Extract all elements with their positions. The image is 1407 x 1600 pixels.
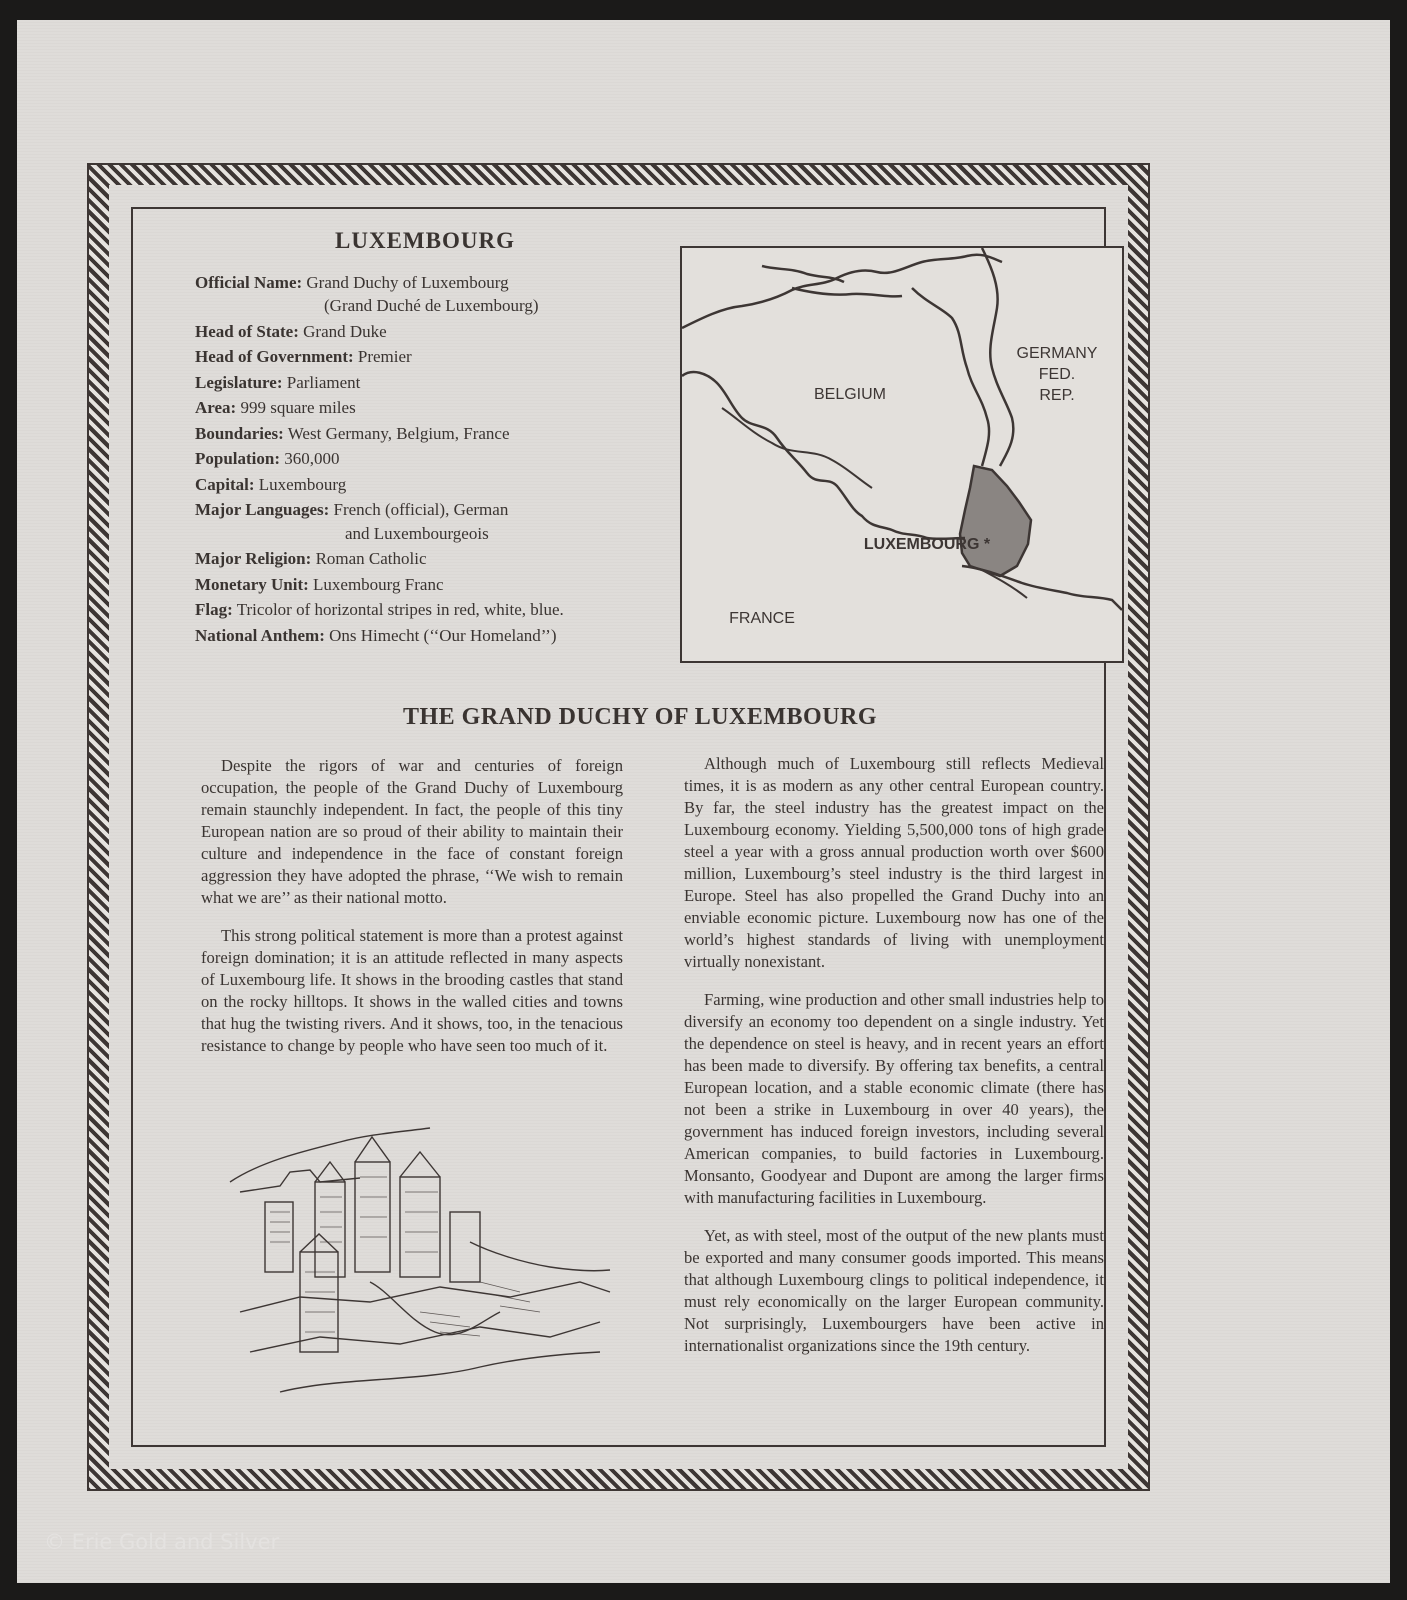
fact-sheet	[195, 228, 655, 648]
paragraph: Farming, wine production and other small industries help to diversify an economy too dependent on a single industry. Yet the dependence on steel is heavy, and in recent years an effort has been made to diversify. By offering tax benefits, a central European location, and a stable economic climate (there has not been a strike in Luxembourg in over 40 years), the government has induced foreign investors, including several American companies, to build factories in Luxembourg. Monsanto, Goodyear and Dupont are among the larger firms with manufacturing facilities in Luxembourg.	[684, 990, 1104, 1207]
castle-illustration	[220, 1122, 620, 1412]
fact-row: Monetary Unit: Luxembourg Franc	[195, 574, 444, 594]
watermark-credit: © Erie Gold and Silver	[44, 1530, 280, 1554]
paragraph: Yet, as with steel, most of the output of the new plants must be exported and many consumer goods imported. This means that although Luxembourg clings to political independence, it must rely economically on the larger European community. Not surprisingly, Luxembourgers have been active in internationalist organizations since the 19th century.	[684, 1226, 1104, 1355]
fact-row: Area: 999 square miles	[195, 398, 356, 417]
fact-row: Head of State: Grand Duke	[195, 321, 387, 341]
paragraph: Despite the rigors of war and centuries of foreign occupation, the people of the Grand Duchy of Luxembourg remain staunchly independent. In fact, the people of this tiny European nation are so proud of their ability to maintain their culture and independence in the face of constant foreign aggression they have adopted the phrase, ‘‘We wish to remain what we are’’ as their national motto.	[201, 756, 623, 907]
map-label-germany: GERMANY FED. REP.	[1016, 345, 1098, 404]
fact-row: Major Languages: French (official), German and Luxembourgeois	[195, 500, 509, 543]
article-column-right	[684, 753, 1104, 1373]
paragraph: This strong political statement is more than a protest against foreign domination; it is an attitude reflected in many aspects of Luxembourg life. It shows in the brooding castles that stand on the rocky hilltops. It shows in the walled cities and towns that hug the twisting rivers. And it shows, too, in the tenacious resistance to change by people who have seen too much of it.	[201, 926, 623, 1055]
article-title: THE GRAND DUCHY OF LUXEMBOURG	[402, 704, 878, 730]
map-label-france: FRANCE	[729, 610, 795, 627]
map-label-belgium: BELGIUM	[813, 386, 886, 403]
fact-row: National Anthem: Ons Himecht (‘‘Our Homeland’’)	[195, 625, 557, 645]
paragraph: Although much of Luxembourg still reflects Medieval times, it is as modern as any other central European country. By far, the steel industry has the greatest impact on the Luxembourg economy. Yielding 5,500,000 tons of high grade steel a year with a gross annual production worth over $600 million, Luxembourg’s steel industry is the third largest in Europe. Steel has also propelled the Grand Duchy into an enviable economic picture. Luxembourg now has one of the world’s highest standards of living with unemployment virtually nonexistant.	[684, 754, 1104, 971]
fact-row: Legislature: Parliament	[195, 372, 361, 392]
map-borders	[682, 248, 1122, 661]
fact-row: Official Name: Grand Duchy of Luxembourg (Grand Duché de Luxembourg)	[195, 272, 539, 315]
article-column-left	[201, 755, 623, 1073]
country-title: LUXEMBOURG	[335, 228, 515, 253]
map-label-luxembourg: LUXEMBOURG *	[863, 536, 991, 553]
fact-row: Flag: Tricolor of horizontal stripes in red, white, blue.	[195, 600, 564, 619]
fact-row: Capital: Luxembourg	[195, 474, 347, 494]
fact-row: Population: 360,000	[195, 449, 340, 468]
fact-row: Boundaries: West Germany, Belgium, France	[195, 423, 510, 443]
luxembourg-shape	[960, 466, 1031, 576]
fact-row: Major Religion: Roman Catholic	[195, 549, 427, 568]
fact-row: Head of Government: Premier	[195, 347, 412, 366]
region-map	[680, 246, 1124, 663]
